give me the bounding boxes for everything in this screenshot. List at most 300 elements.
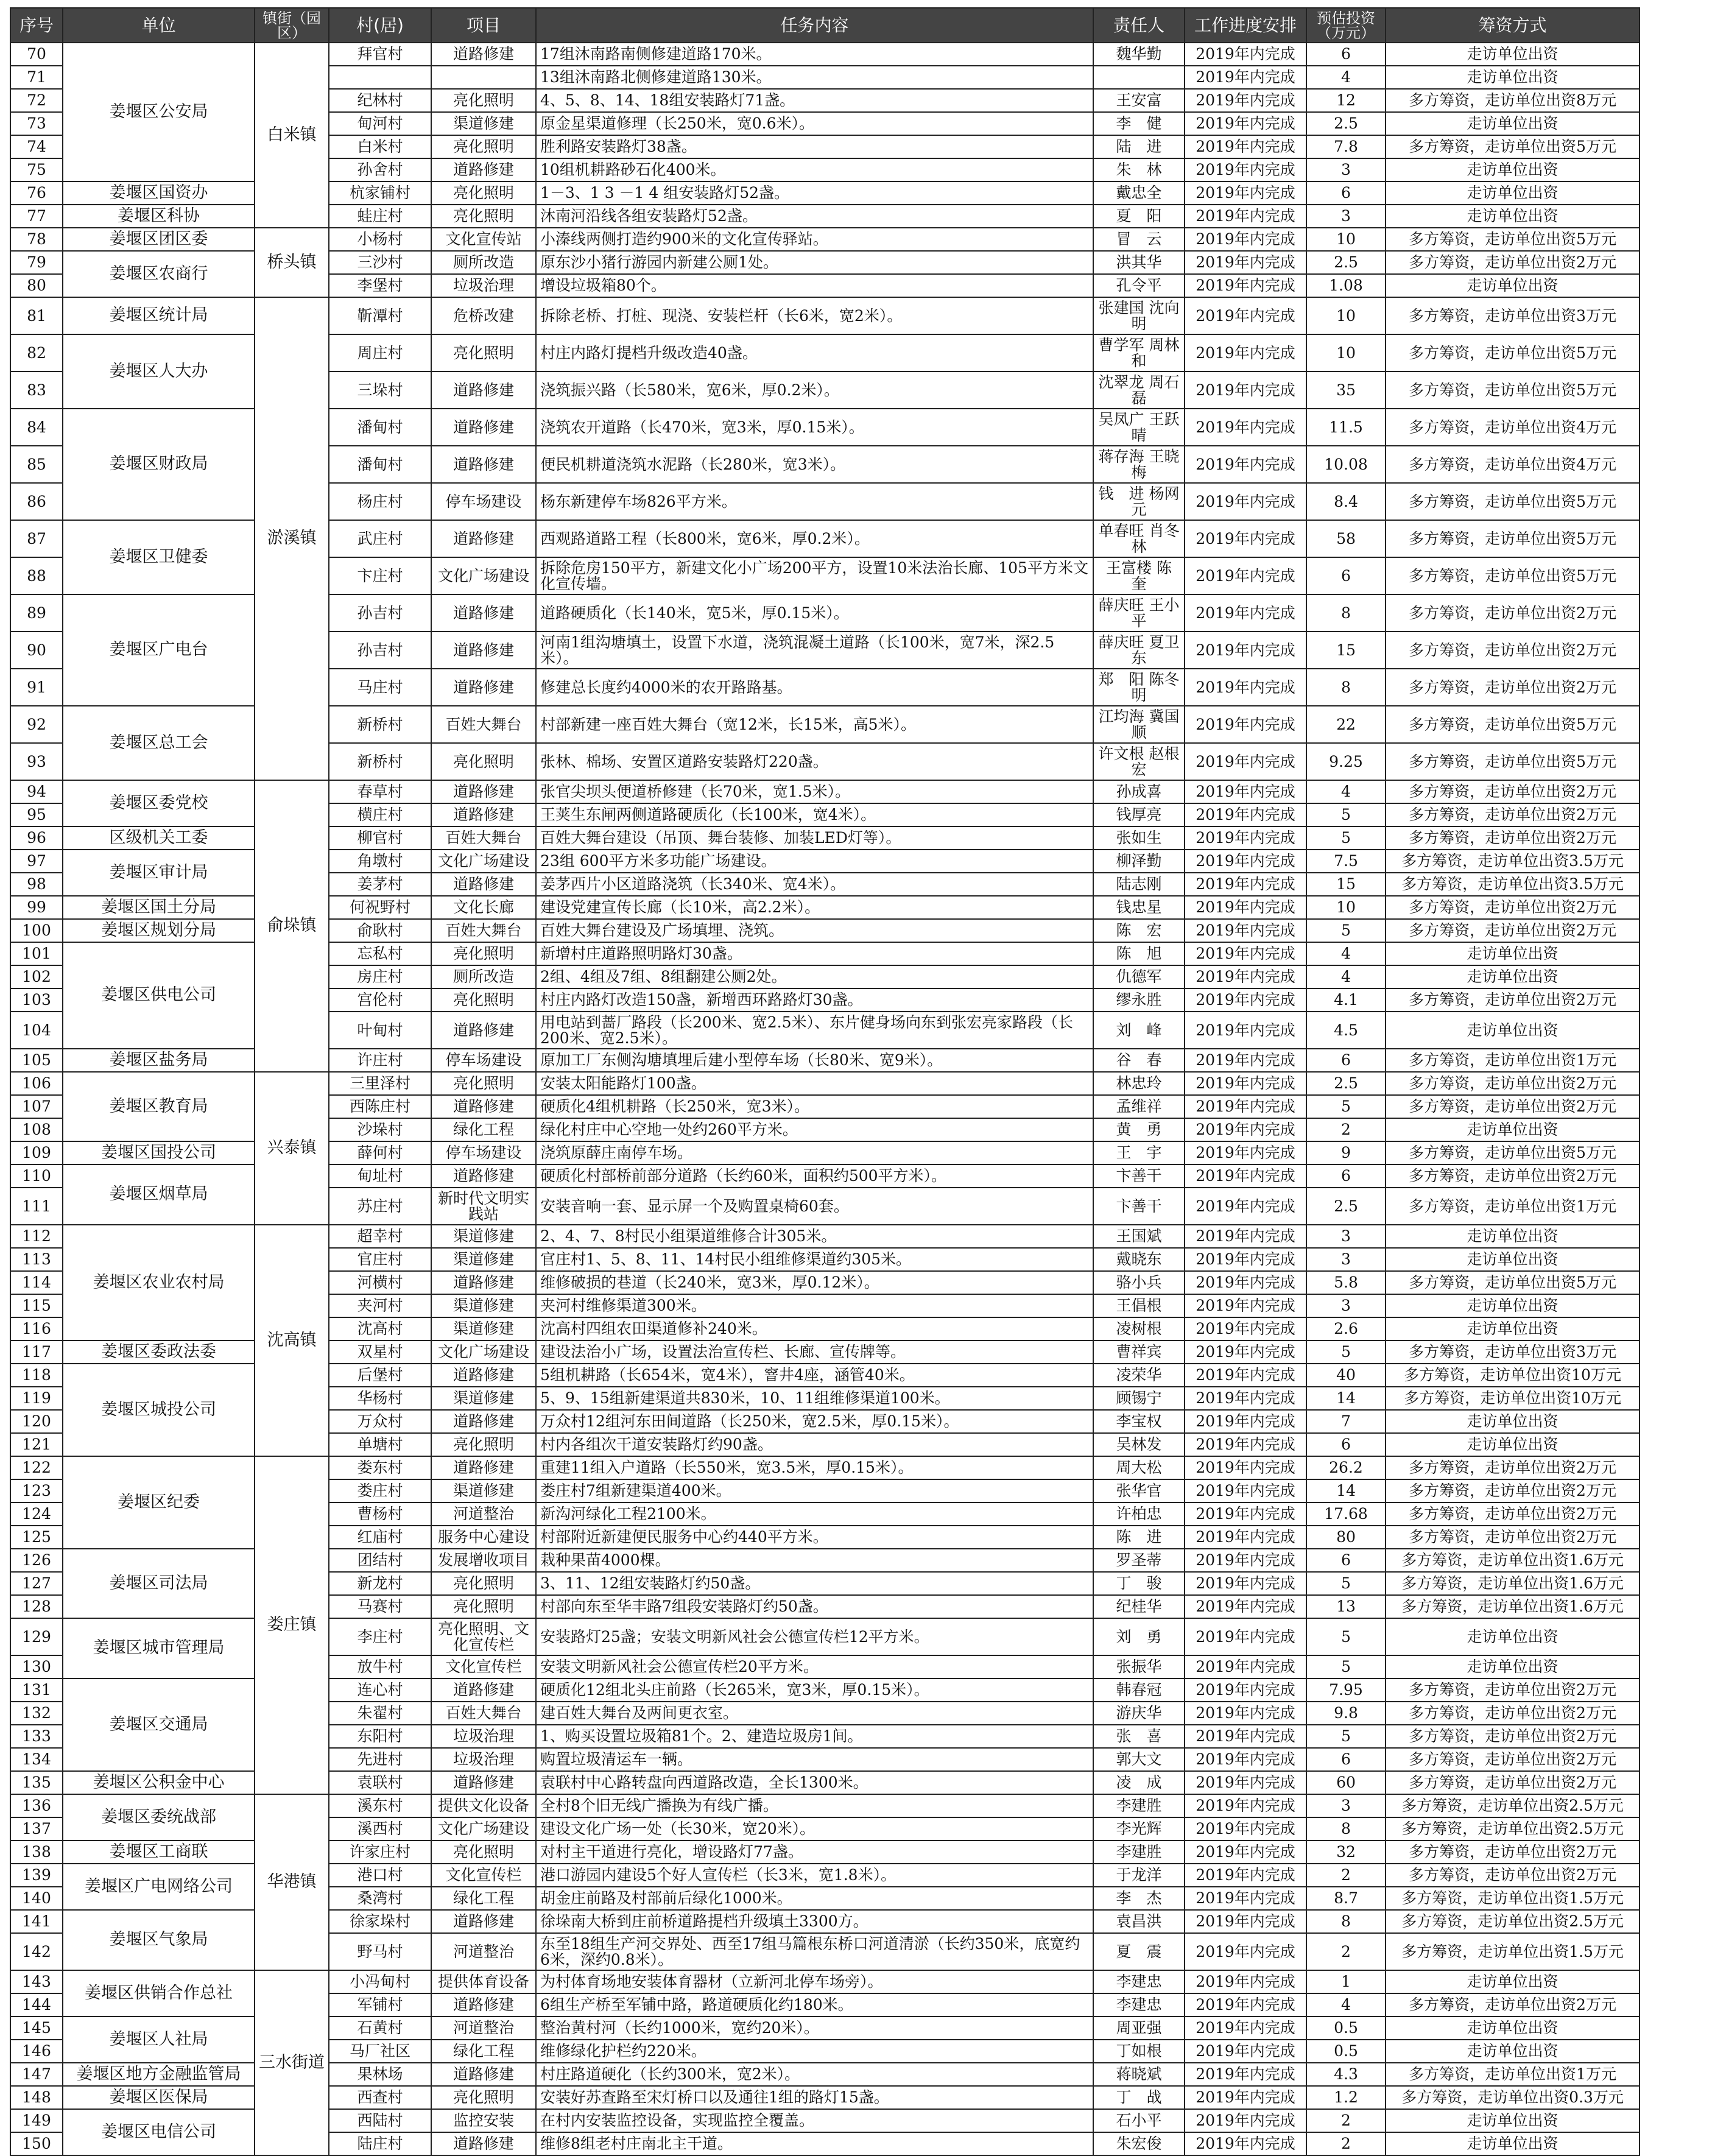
task-content-cell: 胜利路安装路灯38盏。 [536, 135, 1093, 158]
village-cell: 李庄村 [329, 1618, 431, 1655]
funding-method-cell: 多方筹资，走访单位出资2万元 [1386, 826, 1640, 850]
schedule-cell: 2019年内完成 [1185, 1887, 1306, 1910]
header-funding: 筹资方式 [1386, 8, 1640, 43]
unit-cell: 姜堰区电信公司 [63, 2109, 255, 2155]
responsible-person-cell: 朱 林 [1093, 158, 1185, 181]
schedule-cell: 2019年内完成 [1185, 2086, 1306, 2109]
funding-method-cell: 走访单位出资 [1386, 158, 1640, 181]
village-cell: 夹河村 [329, 1294, 431, 1317]
funding-method-cell: 多方筹资，走访单位出资10万元 [1386, 1364, 1640, 1387]
unit-cell: 姜堰区卫健委 [63, 520, 255, 594]
funding-method-cell: 走访单位出资 [1386, 1433, 1640, 1456]
village-cell: 新龙村 [329, 1572, 431, 1595]
row-number-cell: 75 [10, 158, 63, 181]
village-cell: 薛何村 [329, 1141, 431, 1164]
funding-method-cell: 多方筹资，走访单位出资5万元 [1386, 483, 1640, 520]
project-cell: 厕所改造 [431, 965, 536, 988]
funding-method-cell: 多方筹资，走访单位出资1.6万元 [1386, 1549, 1640, 1572]
table-row [10, 1072, 1640, 1095]
town-cell: 华港镇 [255, 1794, 329, 1970]
schedule-cell: 2019年内完成 [1185, 1118, 1306, 1141]
investment-cell: 5 [1306, 803, 1386, 826]
project-cell: 文化广场建设 [431, 1340, 536, 1364]
funding-method-cell: 多方筹资，走访单位出资2万元 [1386, 1526, 1640, 1549]
task-content-cell: 1、购买设置垃圾箱81个。2、建造垃圾房1间。 [536, 1725, 1093, 1748]
funding-method-cell: 走访单位出资 [1386, 1225, 1640, 1248]
row-number-cell: 76 [10, 181, 63, 205]
investment-cell: 10 [1306, 297, 1386, 334]
responsible-person-cell: 李建忠 [1093, 1993, 1185, 2017]
responsible-person-cell: 郑 阳 陈冬明 [1093, 669, 1185, 706]
row-number-cell: 132 [10, 1702, 63, 1725]
row-number-cell: 129 [10, 1618, 63, 1655]
investment-cell: 80 [1306, 1526, 1386, 1549]
funding-method-cell: 多方筹资，走访单位出资2万元 [1386, 669, 1640, 706]
project-cell: 亮化照明 [431, 942, 536, 965]
table-row [10, 1225, 1640, 1248]
town-cell: 娄庄镇 [255, 1456, 329, 1794]
schedule-cell: 2019年内完成 [1185, 2017, 1306, 2040]
village-cell: 果林场 [329, 2063, 431, 2086]
investment-cell: 26.2 [1306, 1456, 1386, 1479]
row-number-cell: 91 [10, 669, 63, 706]
funding-method-cell: 走访单位出资 [1386, 2109, 1640, 2132]
investment-cell: 2.5 [1306, 112, 1386, 135]
row-number-cell: 111 [10, 1188, 63, 1225]
row-number-cell: 112 [10, 1225, 63, 1248]
village-cell: 西陆村 [329, 2109, 431, 2132]
responsible-person-cell: 丁如根 [1093, 2040, 1185, 2063]
funding-method-cell: 多方筹资，走访单位出资2万元 [1386, 1993, 1640, 2017]
investment-cell: 9.25 [1306, 743, 1386, 780]
project-cell: 渠道修建 [431, 1294, 536, 1317]
funding-method-cell: 走访单位出资 [1386, 112, 1640, 135]
responsible-person-cell: 钱 进 杨网元 [1093, 483, 1185, 520]
document-page [10, 7, 1640, 2156]
unit-cell: 姜堰区工商联 [63, 1841, 255, 1864]
schedule-cell: 2019年内完成 [1185, 1993, 1306, 2017]
task-content-cell: 官庄村1、5、8、11、14村民小组维修渠道约305米。 [536, 1248, 1093, 1271]
village-cell: 三沙村 [329, 251, 431, 274]
task-content-cell: 13组沐南路北侧修建道路130米。 [536, 66, 1093, 89]
project-cell: 垃圾治理 [431, 1725, 536, 1748]
project-cell: 道路修建 [431, 1456, 536, 1479]
funding-method-cell: 多方筹资，走访单位出资4万元 [1386, 409, 1640, 446]
village-cell: 先进村 [329, 1748, 431, 1771]
schedule-cell: 2019年内完成 [1185, 1503, 1306, 1526]
responsible-person-cell: 曹祥宾 [1093, 1340, 1185, 1364]
village-cell: 潘甸村 [329, 409, 431, 446]
task-content-cell: 百姓大舞台建设（吊顶、舞台装修、加装LED灯等）。 [536, 826, 1093, 850]
responsible-person-cell: 戴晓东 [1093, 1248, 1185, 1271]
unit-cell: 姜堰区农业农村局 [63, 1225, 255, 1340]
unit-cell: 姜堰区财政局 [63, 409, 255, 520]
town-cell: 三水街道 [255, 1970, 329, 2155]
funding-method-cell: 走访单位出资 [1386, 1410, 1640, 1433]
responsible-person-cell: 陆志刚 [1093, 873, 1185, 896]
unit-cell: 姜堰区规划分局 [63, 919, 255, 942]
schedule-cell: 2019年内完成 [1185, 43, 1306, 66]
task-content-cell: 浇筑振兴路（长580米，宽6米，厚0.2米）。 [536, 372, 1093, 409]
village-cell: 超幸村 [329, 1225, 431, 1248]
investment-cell: 17.68 [1306, 1503, 1386, 1526]
village-cell: 武庄村 [329, 520, 431, 557]
project-cell: 服务中心建设 [431, 1526, 536, 1549]
row-number-cell: 79 [10, 251, 63, 274]
investment-cell: 12 [1306, 89, 1386, 112]
village-cell: 官庄村 [329, 1248, 431, 1271]
project-cell: 文化广场建设 [431, 557, 536, 594]
unit-cell: 姜堰区委统战部 [63, 1794, 255, 1841]
responsible-person-cell: 王倡根 [1093, 1294, 1185, 1317]
responsible-person-cell: 孔令平 [1093, 274, 1185, 297]
town-cell: 沈高镇 [255, 1225, 329, 1456]
village-cell: 溪东村 [329, 1794, 431, 1817]
village-cell: 沙垛村 [329, 1118, 431, 1141]
village-cell: 小冯甸村 [329, 1970, 431, 1993]
task-content-cell: 5、9、15组新建渠道共830米，10、11组维修渠道100米。 [536, 1387, 1093, 1410]
funding-method-cell: 走访单位出资 [1386, 2017, 1640, 2040]
schedule-cell: 2019年内完成 [1185, 1725, 1306, 1748]
investment-cell: 2.6 [1306, 1317, 1386, 1340]
investment-cell: 6 [1306, 1433, 1386, 1456]
funding-method-cell: 多方筹资，走访单位出资2万元 [1386, 1095, 1640, 1118]
responsible-person-cell: 卞善干 [1093, 1164, 1185, 1188]
project-cell: 河道整治 [431, 1503, 536, 1526]
funding-method-cell: 走访单位出资 [1386, 1248, 1640, 1271]
investment-cell: 14 [1306, 1387, 1386, 1410]
unit-cell: 姜堰区公安局 [63, 43, 255, 181]
project-cell: 道路修建 [431, 1271, 536, 1294]
responsible-person-cell: 凌 成 [1093, 1771, 1185, 1794]
schedule-cell: 2019年内完成 [1185, 1387, 1306, 1410]
project-table [10, 7, 1640, 2156]
task-content-cell: 栽种果苗4000棵。 [536, 1549, 1093, 1572]
row-number-cell: 99 [10, 896, 63, 919]
investment-cell: 5 [1306, 826, 1386, 850]
village-cell: 华杨村 [329, 1387, 431, 1410]
project-cell: 亮化照明 [431, 89, 536, 112]
investment-cell: 5 [1306, 1340, 1386, 1364]
unit-cell: 姜堰区司法局 [63, 1549, 255, 1618]
investment-cell: 4 [1306, 942, 1386, 965]
unit-cell: 姜堰区农商行 [63, 251, 255, 297]
funding-method-cell: 多方筹资，走访单位出资2.5万元 [1386, 1794, 1640, 1817]
unit-cell: 姜堰区国资办 [63, 181, 255, 205]
funding-method-cell: 多方筹资，走访单位出资5万元 [1386, 372, 1640, 409]
task-content-cell: 沐南河沿线各组安装路灯52盏。 [536, 205, 1093, 228]
village-cell: 孙吉村 [329, 632, 431, 669]
responsible-person-cell: 李建胜 [1093, 1794, 1185, 1817]
funding-method-cell: 走访单位出资 [1386, 1012, 1640, 1049]
task-content-cell: 杨东新建停车场826平方米。 [536, 483, 1093, 520]
row-number-cell: 88 [10, 557, 63, 594]
funding-method-cell: 多方筹资，走访单位出资5万元 [1386, 743, 1640, 780]
investment-cell: 1.2 [1306, 2086, 1386, 2109]
village-cell: 娄庄村 [329, 1479, 431, 1503]
investment-cell: 6 [1306, 557, 1386, 594]
task-content-cell: 维修破损的巷道（长240米，宽3米，厚0.12米）。 [536, 1271, 1093, 1294]
village-cell: 三里泽村 [329, 1072, 431, 1095]
unit-cell: 姜堰区委党校 [63, 780, 255, 826]
village-cell: 蛙庄村 [329, 205, 431, 228]
row-number-cell: 108 [10, 1118, 63, 1141]
schedule-cell: 2019年内完成 [1185, 409, 1306, 446]
unit-cell: 姜堰区地方金融监管局 [63, 2063, 255, 2086]
row-number-cell: 139 [10, 1864, 63, 1887]
funding-method-cell: 多方筹资，走访单位出资4万元 [1386, 446, 1640, 483]
unit-cell: 姜堰区委政法委 [63, 1340, 255, 1364]
schedule-cell: 2019年内完成 [1185, 1817, 1306, 1841]
funding-method-cell: 多方筹资，走访单位出资2万元 [1386, 1456, 1640, 1479]
responsible-person-cell: 江均海 冀国顺 [1093, 706, 1185, 743]
project-cell: 道路修建 [431, 409, 536, 446]
unit-cell: 姜堰区统计局 [63, 297, 255, 334]
unit-cell: 姜堰区人社局 [63, 2017, 255, 2063]
village-cell: 桑湾村 [329, 1887, 431, 1910]
investment-cell: 5 [1306, 1095, 1386, 1118]
responsible-person-cell: 孙成喜 [1093, 780, 1185, 803]
village-cell: 杨庄村 [329, 483, 431, 520]
investment-cell: 5 [1306, 1655, 1386, 1679]
row-number-cell: 110 [10, 1164, 63, 1188]
schedule-cell: 2019年内完成 [1185, 594, 1306, 632]
row-number-cell: 133 [10, 1725, 63, 1748]
investment-cell: 4.1 [1306, 988, 1386, 1012]
project-cell: 渠道修建 [431, 1248, 536, 1271]
funding-method-cell: 多方筹资，走访单位出资5万元 [1386, 334, 1640, 372]
unit-cell: 姜堰区审计局 [63, 850, 255, 896]
village-cell: 单塘村 [329, 1433, 431, 1456]
header-row [10, 8, 1640, 43]
funding-method-cell: 多方筹资，走访单位出资2万元 [1386, 1748, 1640, 1771]
investment-cell: 2 [1306, 1864, 1386, 1887]
project-cell: 道路修建 [431, 669, 536, 706]
investment-cell: 2.5 [1306, 251, 1386, 274]
schedule-cell: 2019年内完成 [1185, 632, 1306, 669]
investment-cell: 15 [1306, 632, 1386, 669]
funding-method-cell: 多方筹资，走访单位出资5万元 [1386, 228, 1640, 251]
project-cell: 道路修建 [431, 1771, 536, 1794]
task-content-cell: 安装文明新风社会公德宣传栏20平方米。 [536, 1655, 1093, 1679]
project-cell: 道路修建 [431, 803, 536, 826]
schedule-cell: 2019年内完成 [1185, 1679, 1306, 1702]
village-cell: 杭家铺村 [329, 181, 431, 205]
investment-cell: 5 [1306, 1618, 1386, 1655]
task-content-cell: 23组 600平方米多功能广场建设。 [536, 850, 1093, 873]
project-cell: 渠道修建 [431, 112, 536, 135]
village-cell: 靳潭村 [329, 297, 431, 334]
schedule-cell: 2019年内完成 [1185, 1095, 1306, 1118]
schedule-cell: 2019年内完成 [1185, 669, 1306, 706]
table-row [10, 1970, 1640, 1993]
header-project: 项目 [431, 8, 536, 43]
task-content-cell: 3、11、12组安装路灯约50盏。 [536, 1572, 1093, 1595]
schedule-cell: 2019年内完成 [1185, 1433, 1306, 1456]
task-content-cell: 港口游园内建设5个好人宣传栏（长3米，宽1.8米）。 [536, 1864, 1093, 1887]
task-content-cell: 西观路道路工程（长800米，宽6米，厚0.2米）。 [536, 520, 1093, 557]
unit-cell: 姜堰区盐务局 [63, 1049, 255, 1072]
funding-method-cell: 走访单位出资 [1386, 2132, 1640, 2155]
project-cell: 渠道修建 [431, 1387, 536, 1410]
investment-cell: 32 [1306, 1841, 1386, 1864]
unit-cell: 姜堰区供销合作总社 [63, 1970, 255, 2017]
project-cell: 道路修建 [431, 2063, 536, 2086]
responsible-person-cell: 刘 勇 [1093, 1618, 1185, 1655]
row-number-cell: 80 [10, 274, 63, 297]
task-content-cell: 2、4、7、8村民小组渠道维修合计305米。 [536, 1225, 1093, 1248]
task-content-cell: 王荚生东闸两侧道路硬质化（长100米，宽4米）。 [536, 803, 1093, 826]
investment-cell: 9 [1306, 1141, 1386, 1164]
funding-method-cell: 多方筹资，走访单位出资2万元 [1386, 594, 1640, 632]
village-cell: 潘甸村 [329, 446, 431, 483]
village-cell: 房庄村 [329, 965, 431, 988]
table-row [10, 43, 1640, 66]
row-number-cell: 127 [10, 1572, 63, 1595]
header-seq: 序号 [10, 8, 63, 43]
responsible-person-cell: 纪桂华 [1093, 1595, 1185, 1618]
project-cell [431, 66, 536, 89]
row-number-cell: 135 [10, 1771, 63, 1794]
task-content-cell: 17组沐南路南侧修建道路170米。 [536, 43, 1093, 66]
project-cell: 文化宣传栏 [431, 1655, 536, 1679]
row-number-cell: 148 [10, 2086, 63, 2109]
task-content-cell: 安装音响一套、显示屏一个及购置桌椅60套。 [536, 1188, 1093, 1225]
table-row [10, 228, 1640, 251]
schedule-cell: 2019年内完成 [1185, 2132, 1306, 2155]
village-cell: 马厂社区 [329, 2040, 431, 2063]
funding-method-cell: 多方筹资，走访单位出资5万元 [1386, 706, 1640, 743]
responsible-person-cell: 蒋晓斌 [1093, 2063, 1185, 2086]
header-town: 镇街（园区） [255, 8, 329, 43]
row-number-cell: 73 [10, 112, 63, 135]
schedule-cell: 2019年内完成 [1185, 205, 1306, 228]
investment-cell: 8 [1306, 1817, 1386, 1841]
schedule-cell: 2019年内完成 [1185, 135, 1306, 158]
responsible-person-cell: 李 杰 [1093, 1887, 1185, 1910]
responsible-person-cell: 许文根 赵根宏 [1093, 743, 1185, 780]
row-number-cell: 147 [10, 2063, 63, 2086]
village-cell: 小杨村 [329, 228, 431, 251]
responsible-person-cell: 周大松 [1093, 1456, 1185, 1479]
row-number-cell: 109 [10, 1141, 63, 1164]
responsible-person-cell: 孟维祥 [1093, 1095, 1185, 1118]
unit-cell: 姜堰区气象局 [63, 1910, 255, 1970]
village-cell: 连心村 [329, 1679, 431, 1702]
responsible-person-cell: 沈翠龙 周石磊 [1093, 372, 1185, 409]
funding-method-cell: 多方筹资，走访单位出资1.5万元 [1386, 1933, 1640, 1970]
funding-method-cell: 多方筹资，走访单位出资2万元 [1386, 1164, 1640, 1188]
responsible-person-cell: 王国斌 [1093, 1225, 1185, 1248]
responsible-person-cell: 周亚强 [1093, 2017, 1185, 2040]
project-cell: 文化广场建设 [431, 850, 536, 873]
investment-cell: 2 [1306, 1933, 1386, 1970]
schedule-cell: 2019年内完成 [1185, 1164, 1306, 1188]
investment-cell: 7.95 [1306, 1679, 1386, 1702]
village-cell: 姜茅村 [329, 873, 431, 896]
unit-cell: 姜堰区公积金中心 [63, 1771, 255, 1794]
funding-method-cell: 走访单位出资 [1386, 942, 1640, 965]
village-cell: 叶甸村 [329, 1012, 431, 1049]
row-number-cell: 142 [10, 1933, 63, 1970]
investment-cell: 6 [1306, 1164, 1386, 1188]
responsible-person-cell: 陆 进 [1093, 135, 1185, 158]
funding-method-cell: 多方筹资，走访单位出资2万元 [1386, 251, 1640, 274]
village-cell: 万众村 [329, 1410, 431, 1433]
row-number-cell: 83 [10, 372, 63, 409]
project-cell: 发展增收项目 [431, 1549, 536, 1572]
project-cell: 新时代文明实践站 [431, 1188, 536, 1225]
row-number-cell: 96 [10, 826, 63, 850]
funding-method-cell: 多方筹资，走访单位出资8万元 [1386, 89, 1640, 112]
funding-method-cell: 多方筹资，走访单位出资1.6万元 [1386, 1595, 1640, 1618]
responsible-person-cell: 凌树根 [1093, 1317, 1185, 1340]
village-cell: 曹杨村 [329, 1503, 431, 1526]
table-row [10, 1794, 1640, 1817]
responsible-person-cell: 石小平 [1093, 2109, 1185, 2132]
investment-cell: 10.08 [1306, 446, 1386, 483]
project-cell: 绿化工程 [431, 1118, 536, 1141]
responsible-person-cell: 罗圣蒂 [1093, 1549, 1185, 1572]
schedule-cell: 2019年内完成 [1185, 1479, 1306, 1503]
funding-method-cell: 走访单位出资 [1386, 205, 1640, 228]
responsible-person-cell: 柳泽勤 [1093, 850, 1185, 873]
task-content-cell: 绿化村庄中心空地一处约260平方米。 [536, 1118, 1093, 1141]
row-number-cell: 149 [10, 2109, 63, 2132]
responsible-person-cell: 张如生 [1093, 826, 1185, 850]
village-cell: 朱翟村 [329, 1702, 431, 1725]
village-cell: 娄东村 [329, 1456, 431, 1479]
row-number-cell: 94 [10, 780, 63, 803]
funding-method-cell: 走访单位出资 [1386, 274, 1640, 297]
row-number-cell: 71 [10, 66, 63, 89]
responsible-person-cell: 曹学军 周林和 [1093, 334, 1185, 372]
investment-cell: 3 [1306, 205, 1386, 228]
funding-method-cell: 多方筹资，走访单位出资2万元 [1386, 632, 1640, 669]
investment-cell: 7 [1306, 1410, 1386, 1433]
schedule-cell: 2019年内完成 [1185, 446, 1306, 483]
village-cell: 红庙村 [329, 1526, 431, 1549]
unit-cell: 姜堰区广电网络公司 [63, 1864, 255, 1910]
schedule-cell: 2019年内完成 [1185, 988, 1306, 1012]
village-cell: 许家庄村 [329, 1841, 431, 1864]
investment-cell: 3 [1306, 158, 1386, 181]
investment-cell: 4 [1306, 965, 1386, 988]
village-cell: 放牛村 [329, 1655, 431, 1679]
village-cell: 团结村 [329, 1549, 431, 1572]
schedule-cell: 2019年内完成 [1185, 1618, 1306, 1655]
funding-method-cell: 多方筹资，走访单位出资5万元 [1386, 520, 1640, 557]
row-number-cell: 144 [10, 1993, 63, 2017]
schedule-cell: 2019年内完成 [1185, 1410, 1306, 1433]
schedule-cell: 2019年内完成 [1185, 1702, 1306, 1725]
funding-method-cell: 多方筹资，走访单位出资3.5万元 [1386, 873, 1640, 896]
row-number-cell: 116 [10, 1317, 63, 1340]
project-cell: 河道整治 [431, 2017, 536, 2040]
task-content-cell: 硬质化12组北头庄前路（长265米，宽3米，厚0.15米）。 [536, 1679, 1093, 1702]
row-number-cell: 85 [10, 446, 63, 483]
schedule-cell: 2019年内完成 [1185, 1188, 1306, 1225]
investment-cell: 9.8 [1306, 1702, 1386, 1725]
schedule-cell: 2019年内完成 [1185, 1364, 1306, 1387]
investment-cell: 1.08 [1306, 274, 1386, 297]
responsible-person-cell: 张振华 [1093, 1655, 1185, 1679]
project-cell: 监控安装 [431, 2109, 536, 2132]
responsible-person-cell: 李 健 [1093, 112, 1185, 135]
unit-cell: 姜堰区国投公司 [63, 1141, 255, 1164]
schedule-cell: 2019年内完成 [1185, 112, 1306, 135]
investment-cell: 8 [1306, 594, 1386, 632]
